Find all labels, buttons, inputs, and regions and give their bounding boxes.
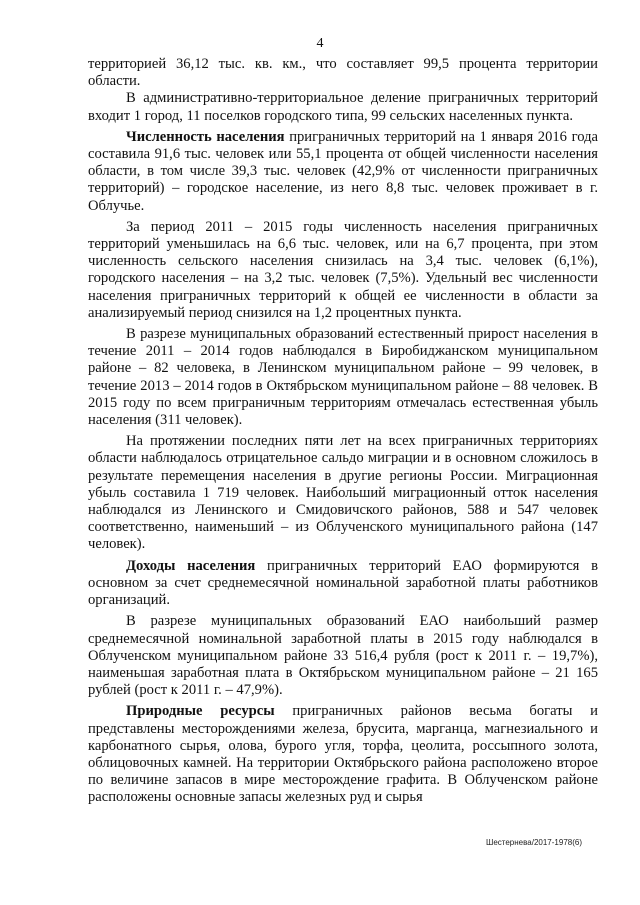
paragraph-population	[88, 129, 598, 215]
paragraph-text: территорией 36,12 тыс. кв. км., что составляет 99,5 процента территории области.	[88, 56, 598, 90]
paragraph-natural-growth	[88, 326, 598, 429]
document-footer-reference: Шестернева/2017-1978(6)	[486, 838, 582, 847]
paragraph-heading: Доходы населения	[126, 557, 256, 574]
paragraph-text: За период 2011 – 2015 годы численность населения приграничных территорий уменьшилась на 6,6 тыс. человек, или на 6,7 процента, при этом численность сельского населения снизилась на 3,4 тыс. человек (6,1%), городского населения – на 3,2 тыс. человек (7,5%). Удельный вес численности населения приграничных территорий к общей ее численности в области за анализируемый период снизился на 1,2 процентных пункта.	[88, 218, 598, 321]
paragraph-territory-area	[88, 56, 598, 90]
paragraph-administrative-division	[88, 90, 598, 124]
paragraph-natural-resources	[88, 703, 598, 806]
paragraph-text: приграничных территорий ЕАО формируются в основном за счет среднемесячной номинальной заработной платы работников организаций.	[88, 557, 598, 609]
paragraph-text: В административно-территориальное деление приграничных территорий входит 1 город, 11 поселков городского типа, 99 сельских населенных пункта.	[88, 90, 598, 124]
paragraph-migration	[88, 433, 598, 553]
page-number: 4	[316, 36, 324, 51]
paragraph-text: В разрезе муниципальных образований ЕАО наибольший размер среднемесячной номинальной заработной платы в 2015 году наблюдался в Облученском муниципальном районе 33 516,4 рубля (рост к 2011 г. – 19,7%), наименьшая заработная плата в Октябрьском муниципальном районе – 21 165 рублей (рост к 2011 г. – 47,9%).	[88, 613, 598, 699]
paragraph-heading: Численность населения	[126, 128, 285, 145]
document-body	[88, 56, 598, 807]
paragraph-text: На протяжении последних пяти лет на всех приграничных территориях области наблюдалось отрицательное сальдо миграции и в основном сложилось в результате перемещения населения в другие регионы России. Миграционная убыль составила 1 719 человек. Наибольший миграционный отток населения наблюдался из Ленинского и Смидовичского районов, 588 и 547 человек соответственно, наименьший – из Облученского муниципального района (147 человек).	[88, 433, 598, 553]
paragraph-text: приграничных территорий на 1 января 2016 года составила 91,6 тыс. человек или 55,1 процента от общей численности населения области, в том числе 39,3 тыс. человек (42,9% от численности приграничных территорий) – городское население, из него 8,8 тыс. человек проживает в г. Облучье.	[88, 128, 598, 214]
paragraph-heading: Природные ресурсы	[126, 703, 275, 720]
paragraph-text: приграничных районов весьма богаты и представлены месторождениями железа, брусита, марганца, магнезиального и карбонатного сырья, олова, бурого угля, торфа, цеолита, россыпного золота, облицовочных камней. На территории Октябрьского района расположено второе по величине запасов в мире месторождение графита. В Облученском районе расположены основные запасы железных руд и сырья	[88, 703, 598, 806]
paragraph-population-change	[88, 219, 598, 322]
paragraph-text: В разрезе муниципальных образований естественный прирост населения в течение 2011 – 2014 годов наблюдался в Биробиджанском муниципальном районе – 82 человека, в Ленинском муниципальном районе – 99 человек, в течение 2013 – 2014 годов в Октябрьском муниципальном районе – 88 человек. В 2015 году по всем приграничным территориям отмечалась естественная убыль населения (311 человек).	[88, 326, 598, 429]
paragraph-wages	[88, 613, 598, 699]
paragraph-income	[88, 558, 598, 610]
